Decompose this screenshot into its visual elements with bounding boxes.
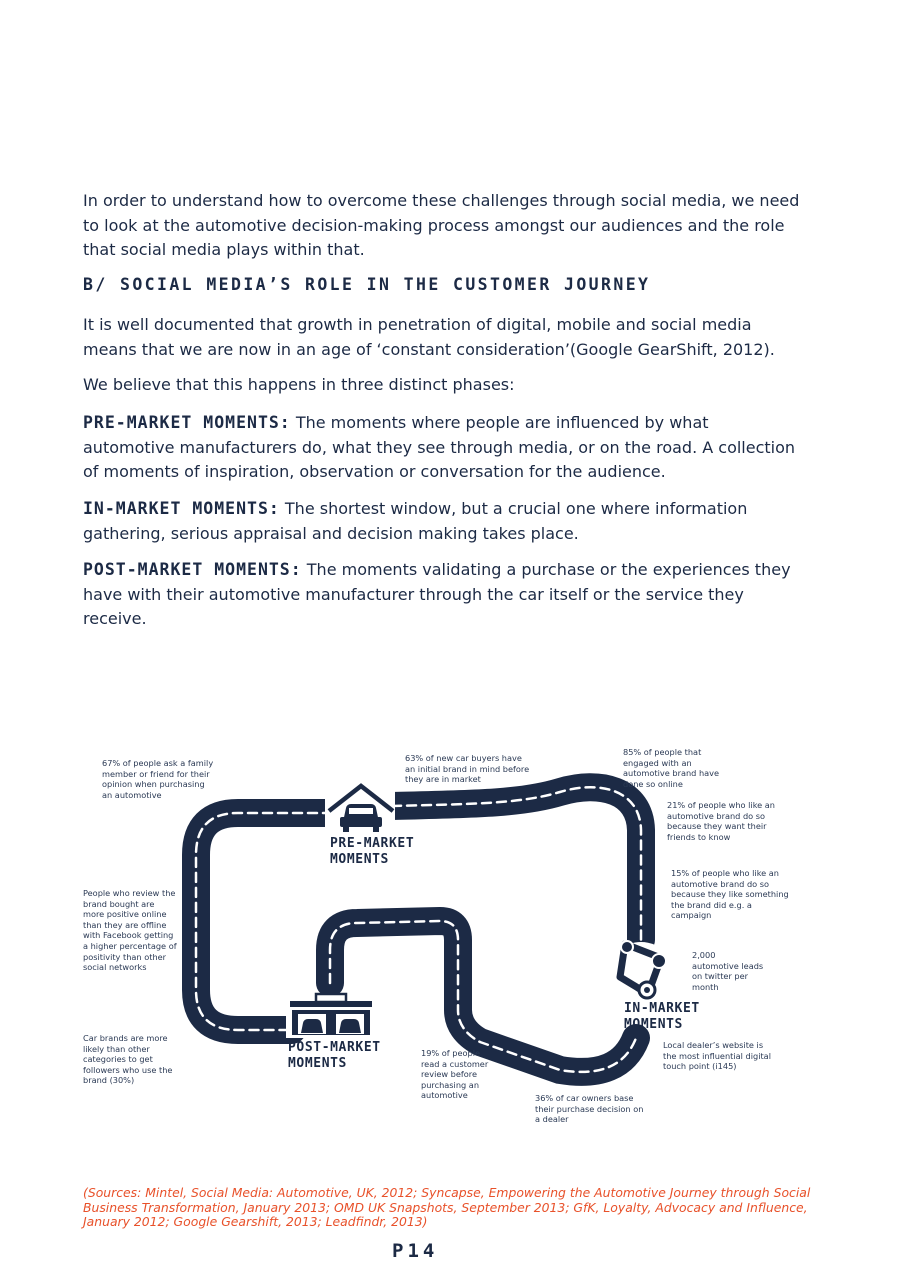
- stat-note-dealer-decision: 36% of car owners base their purchase decision on a dealer: [535, 1093, 644, 1125]
- documented-paragraph: It is well documented that growth in penetration of digital, mobile and social media means that we are now in an age of ‘constant consideration’(Google GearShift, 2012).: [83, 315, 775, 359]
- stat-note-campaign: 15% of people who like an automotive brand do so because they like something the brand did e.g. a campaign: [671, 868, 789, 921]
- in-market-label-line: MOMENTS: [624, 1017, 683, 1032]
- stat-note-engaged-online: 85% of people that engaged with an automotive brand have done so online: [623, 747, 720, 789]
- stat-note-leads: 2,000 automotive leads on twitter per month: [692, 950, 764, 992]
- stat-note-dealer-website: Local dealer’s website is the most influential digital touch point (i145): [663, 1040, 771, 1072]
- pre-market-label-line: PRE-MARKET: [330, 836, 415, 851]
- in-market-label-line: IN-MARKET: [624, 1001, 700, 1016]
- stat-note-tell-friends: 21% of people who like an automotive brand do so because they want their friends to know: [667, 800, 775, 842]
- dealer-garage-icon: [286, 993, 376, 1038]
- road: [196, 787, 641, 1072]
- stat-note-review-brand: People who review the brand bought are more positive online than they are offline with Facebook getting a higher percentage of positivity than other social networks: [83, 888, 177, 973]
- post-market-diagram-label: [288, 1040, 381, 1072]
- in-market-text: The shortest window, but a crucial one where information gathering, serious appraisal and decision making takes place.: [83, 499, 748, 543]
- stat-note-customer-review: 19% of people read a customer review before purchasing an automotive: [421, 1048, 489, 1101]
- pre-market-diagram-label: [330, 836, 414, 868]
- stat-note-followers: Car brands are more likely than other categories to get followers who use the brand (30%): [83, 1033, 173, 1086]
- post-market-label: POST-MARKET MOMENTS:: [83, 560, 302, 579]
- in-market-diagram-label: [624, 1001, 700, 1033]
- pre-market-text: The moments where people are influenced by what automotive manufacturers do, what they see through media, or on the road. A collection of moments of inspiration, observation or conversation for the audience.: [83, 413, 796, 481]
- pre-market-label: PRE-MARKET MOMENTS:: [83, 413, 291, 432]
- in-market-label: IN-MARKET MOMENTS:: [83, 499, 280, 518]
- stat-note-initial-brand: 63% of new car buyers have an initial brand in mind before they are in market: [405, 753, 530, 785]
- intro-paragraph: In order to understand how to overcome these challenges through social media, we need to look at the automotive decision-making process amongst our audiences and the role that social media plays within that.: [83, 191, 800, 259]
- page-number: P14: [392, 1240, 439, 1262]
- post-market-label-line: MOMENTS: [288, 1056, 347, 1071]
- phases-intro: We believe that this happens in three distinct phases:: [83, 375, 515, 394]
- stat-note-family: 67% of people ask a family member or friend for their opinion when purchasing an automotive: [102, 758, 214, 800]
- section-heading: B/ SOCIAL MEDIA’S ROLE IN THE CUSTOMER JOURNEY: [83, 275, 651, 294]
- post-market-text: The moments validating a purchase or the experiences they have with their automotive manufacturer through the car itself or the service they receive.: [83, 560, 791, 628]
- sources-note: (Sources: Mintel, Social Media: Automotive, UK, 2012; Syncapse, Empowering the Automotive Journey through Social Business Transformation, January 2013; OMD UK Snapshots, September 2013; GfK, Loyalty, Advocacy and Influence, January 2012; Google Gearshift, 2013; Leadfindr, 2013): [83, 1185, 811, 1230]
- pre-market-label-line: MOMENTS: [330, 852, 389, 867]
- post-market-label-line: POST-MARKET: [288, 1040, 381, 1055]
- house-car-icon: [325, 784, 395, 836]
